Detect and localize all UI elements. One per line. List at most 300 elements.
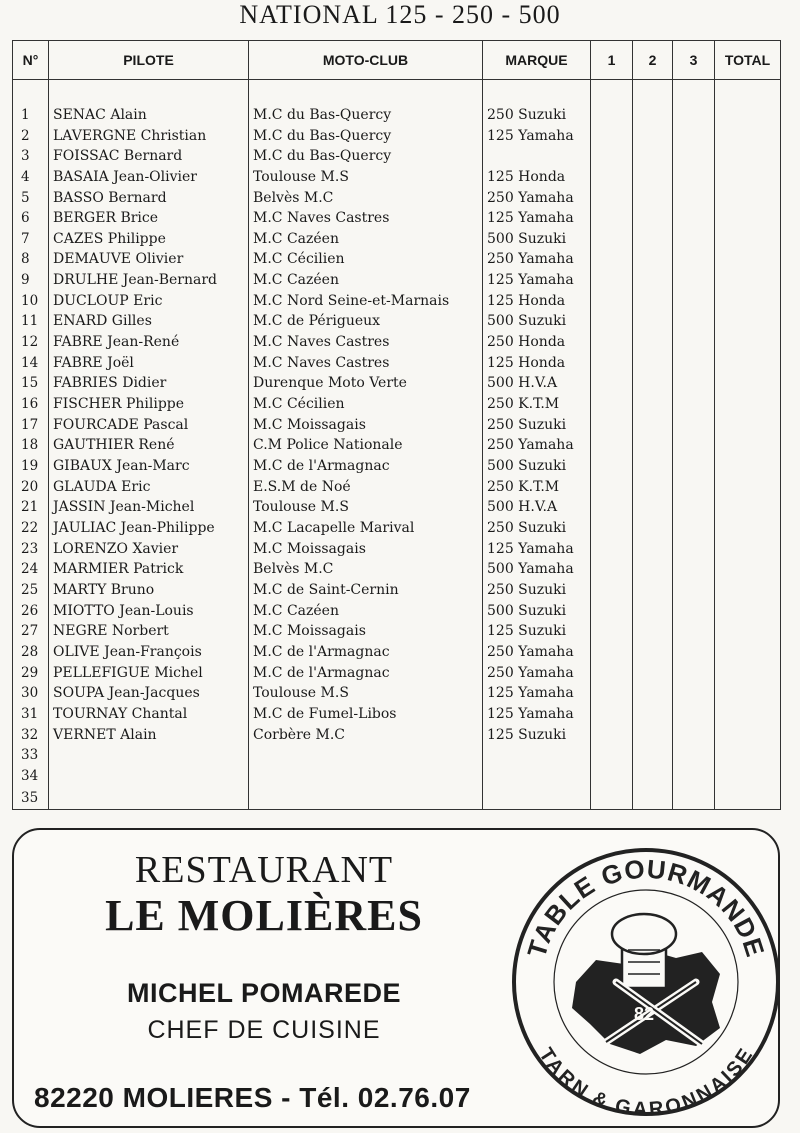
row-run-3 <box>673 621 715 642</box>
row-total <box>715 497 781 518</box>
row-total <box>715 187 781 208</box>
row-num: 15 <box>13 373 49 394</box>
row-moto-club: M.C Cazéen <box>249 270 483 291</box>
row-run-1 <box>591 208 633 229</box>
table-row <box>13 704 781 725</box>
row-run-2 <box>633 456 673 477</box>
row-moto-club: M.C de l'Armagnac <box>249 642 483 663</box>
row-num: 3 <box>13 146 49 167</box>
row-total <box>715 621 781 642</box>
row-total <box>715 146 781 167</box>
row-run-1 <box>591 704 633 725</box>
row-run-2 <box>633 249 673 270</box>
table-row <box>13 766 781 787</box>
row-run-3 <box>673 270 715 291</box>
row-pilote: OLIVE Jean-François <box>49 642 249 663</box>
row-pilote: SOUPA Jean-Jacques <box>49 683 249 704</box>
row-total <box>715 229 781 250</box>
table-row <box>13 125 781 146</box>
row-run-2 <box>633 600 673 621</box>
row-num: 22 <box>13 518 49 539</box>
row-run-1 <box>591 105 633 126</box>
row-run-2 <box>633 683 673 704</box>
row-marque <box>483 766 591 787</box>
row-total <box>715 538 781 559</box>
row-run-1 <box>591 476 633 497</box>
row-marque: 250 Suzuki <box>483 414 591 435</box>
row-moto-club: M.C Naves Castres <box>249 208 483 229</box>
row-num: 7 <box>13 229 49 250</box>
row-num: 26 <box>13 600 49 621</box>
row-marque: 125 Suzuki <box>483 621 591 642</box>
row-run-1 <box>591 621 633 642</box>
seal-bottom-text-path: TARN & GARONNAISE <box>534 1044 758 1121</box>
row-run-2 <box>633 538 673 559</box>
table-row <box>13 518 781 539</box>
row-num: 20 <box>13 476 49 497</box>
row-total <box>715 414 781 435</box>
row-num: 1 <box>13 105 49 126</box>
row-run-3 <box>673 187 715 208</box>
row-run-2 <box>633 352 673 373</box>
row-total <box>715 352 781 373</box>
row-marque: 125 Yamaha <box>483 125 591 146</box>
row-run-3 <box>673 497 715 518</box>
row-marque: 125 Suzuki <box>483 724 591 745</box>
row-total <box>715 270 781 291</box>
row-marque: 250 Yamaha <box>483 662 591 683</box>
row-moto-club: Toulouse M.S <box>249 683 483 704</box>
row-run-3 <box>673 311 715 332</box>
row-num: 28 <box>13 642 49 663</box>
row-marque: 500 Suzuki <box>483 600 591 621</box>
row-moto-club: M.C de Périgueux <box>249 311 483 332</box>
row-run-3 <box>673 125 715 146</box>
row-pilote: MARMIER Patrick <box>49 559 249 580</box>
row-run-2 <box>633 394 673 415</box>
row-run-2 <box>633 105 673 126</box>
row-moto-club: M.C Moissagais <box>249 538 483 559</box>
row-moto-club: M.C Naves Castres <box>249 332 483 353</box>
table-gourmande-seal <box>506 832 786 1128</box>
row-num: 34 <box>13 766 49 787</box>
row-pilote: BASAIA Jean-Olivier <box>49 167 249 188</box>
row-total <box>715 105 781 126</box>
row-run-1 <box>591 600 633 621</box>
row-run-2 <box>633 580 673 601</box>
row-pilote: SENAC Alain <box>49 105 249 126</box>
row-run-2 <box>633 766 673 787</box>
row-total <box>715 642 781 663</box>
row-num: 2 <box>13 125 49 146</box>
row-total <box>715 373 781 394</box>
row-moto-club <box>249 766 483 787</box>
row-moto-club: M.C Cécilien <box>249 249 483 270</box>
row-total <box>715 683 781 704</box>
row-marque: 250 Yamaha <box>483 249 591 270</box>
row-run-2 <box>633 311 673 332</box>
row-marque <box>483 745 591 766</box>
row-run-2 <box>633 125 673 146</box>
row-pilote <box>49 766 249 787</box>
row-run-2 <box>633 662 673 683</box>
row-marque: 125 Yamaha <box>483 538 591 559</box>
header-run-3: 3 <box>673 41 715 80</box>
row-moto-club: E.S.M de Noé <box>249 476 483 497</box>
row-run-2 <box>633 332 673 353</box>
row-pilote: ENARD Gilles <box>49 311 249 332</box>
table-row <box>13 745 781 766</box>
row-marque: 125 Yamaha <box>483 683 591 704</box>
table-row <box>13 229 781 250</box>
row-pilote: MARTY Bruno <box>49 580 249 601</box>
row-num: 35 <box>13 786 49 809</box>
row-moto-club: M.C de l'Armagnac <box>249 662 483 683</box>
row-num: 19 <box>13 456 49 477</box>
row-run-1 <box>591 642 633 663</box>
row-run-1 <box>591 724 633 745</box>
row-pilote: JAULIAC Jean-Philippe <box>49 518 249 539</box>
row-total <box>715 662 781 683</box>
row-total <box>715 559 781 580</box>
row-pilote: CAZES Philippe <box>49 229 249 250</box>
row-pilote: DUCLOUP Eric <box>49 290 249 311</box>
row-moto-club: M.C Moissagais <box>249 621 483 642</box>
row-total <box>715 435 781 456</box>
table-row <box>13 786 781 809</box>
row-run-3 <box>673 704 715 725</box>
row-run-1 <box>591 662 633 683</box>
header-marque: MARQUE <box>483 41 591 80</box>
row-run-2 <box>633 476 673 497</box>
table-row <box>13 538 781 559</box>
row-pilote: GLAUDA Eric <box>49 476 249 497</box>
row-run-1 <box>591 290 633 311</box>
row-moto-club: M.C du Bas-Quercy <box>249 146 483 167</box>
row-marque: 500 Suzuki <box>483 456 591 477</box>
row-num: 33 <box>13 745 49 766</box>
row-moto-club: M.C de Fumel-Libos <box>249 704 483 725</box>
row-pilote: TOURNAY Chantal <box>49 704 249 725</box>
row-run-1 <box>591 518 633 539</box>
row-run-3 <box>673 683 715 704</box>
row-marque: 250 Yamaha <box>483 435 591 456</box>
row-run-3 <box>673 766 715 787</box>
table-header-row <box>13 41 781 80</box>
row-run-3 <box>673 559 715 580</box>
row-total <box>715 580 781 601</box>
row-moto-club: M.C du Bas-Quercy <box>249 125 483 146</box>
seal-top-text-path: TABLE GOURMANDE <box>521 853 771 961</box>
row-marque <box>483 146 591 167</box>
row-run-1 <box>591 249 633 270</box>
row-pilote: LORENZO Xavier <box>49 538 249 559</box>
row-run-3 <box>673 538 715 559</box>
row-total <box>715 704 781 725</box>
row-run-3 <box>673 642 715 663</box>
header-run-2: 2 <box>633 41 673 80</box>
row-pilote: MIOTTO Jean-Louis <box>49 600 249 621</box>
table-row <box>13 167 781 188</box>
row-moto-club: M.C Moissagais <box>249 414 483 435</box>
row-moto-club: M.C Cazéen <box>249 229 483 250</box>
ad-chef-role: CHEF DE CUISINE <box>147 1016 381 1044</box>
row-moto-club <box>249 745 483 766</box>
table-row <box>13 662 781 683</box>
row-run-1 <box>591 270 633 291</box>
table-row <box>13 332 781 353</box>
row-moto-club: M.C de l'Armagnac <box>249 456 483 477</box>
row-run-3 <box>673 373 715 394</box>
row-marque: 125 Honda <box>483 352 591 373</box>
row-moto-club: M.C Naves Castres <box>249 352 483 373</box>
row-num: 21 <box>13 497 49 518</box>
table-row <box>13 187 781 208</box>
row-marque: 250 Yamaha <box>483 187 591 208</box>
row-total <box>715 167 781 188</box>
row-total <box>715 766 781 787</box>
row-marque: 500 Suzuki <box>483 311 591 332</box>
row-run-1 <box>591 414 633 435</box>
row-pilote: FABRE Joël <box>49 352 249 373</box>
row-run-3 <box>673 414 715 435</box>
row-pilote: FISCHER Philippe <box>49 394 249 415</box>
row-marque: 125 Yamaha <box>483 270 591 291</box>
row-marque: 500 H.V.A <box>483 373 591 394</box>
row-run-2 <box>633 187 673 208</box>
row-num: 24 <box>13 559 49 580</box>
table-spacer-row <box>13 80 781 105</box>
row-num: 9 <box>13 270 49 291</box>
table-row <box>13 497 781 518</box>
row-num: 12 <box>13 332 49 353</box>
row-num: 25 <box>13 580 49 601</box>
row-run-2 <box>633 435 673 456</box>
row-run-1 <box>591 167 633 188</box>
row-moto-club: M.C du Bas-Quercy <box>249 105 483 126</box>
table-row <box>13 580 781 601</box>
row-pilote: FABRE Jean-René <box>49 332 249 353</box>
row-run-2 <box>633 208 673 229</box>
row-marque: 250 Suzuki <box>483 518 591 539</box>
row-total <box>715 125 781 146</box>
row-total <box>715 476 781 497</box>
table-row <box>13 146 781 167</box>
row-moto-club: M.C Cazéen <box>249 600 483 621</box>
row-run-2 <box>633 414 673 435</box>
ad-restaurant-name: LE MOLIÈRES <box>105 891 423 940</box>
header-num: N° <box>13 41 49 80</box>
row-run-2 <box>633 373 673 394</box>
row-run-1 <box>591 745 633 766</box>
table-row <box>13 352 781 373</box>
row-marque: 250 Yamaha <box>483 642 591 663</box>
row-moto-club: Belvès M.C <box>249 559 483 580</box>
row-pilote: VERNET Alain <box>49 724 249 745</box>
row-marque: 500 H.V.A <box>483 497 591 518</box>
row-marque: 125 Yamaha <box>483 704 591 725</box>
row-run-1 <box>591 580 633 601</box>
row-run-3 <box>673 352 715 373</box>
row-marque <box>483 786 591 809</box>
row-run-1 <box>591 538 633 559</box>
row-run-1 <box>591 187 633 208</box>
row-pilote: LAVERGNE Christian <box>49 125 249 146</box>
row-marque: 250 Honda <box>483 332 591 353</box>
row-marque: 250 Suzuki <box>483 105 591 126</box>
table-row <box>13 642 781 663</box>
row-pilote: DEMAUVE Olivier <box>49 249 249 270</box>
table-row <box>13 373 781 394</box>
row-moto-club: Corbère M.C <box>249 724 483 745</box>
row-run-2 <box>633 745 673 766</box>
row-run-2 <box>633 497 673 518</box>
row-total <box>715 311 781 332</box>
row-run-1 <box>591 125 633 146</box>
row-run-2 <box>633 270 673 291</box>
row-total <box>715 456 781 477</box>
row-pilote: JASSIN Jean-Michel <box>49 497 249 518</box>
row-num: 18 <box>13 435 49 456</box>
table-row <box>13 270 781 291</box>
table-body <box>13 80 781 810</box>
row-pilote: NEGRE Norbert <box>49 621 249 642</box>
row-run-1 <box>591 394 633 415</box>
table-row <box>13 559 781 580</box>
row-run-3 <box>673 745 715 766</box>
row-total <box>715 290 781 311</box>
row-run-1 <box>591 766 633 787</box>
row-pilote: FOISSAC Bernard <box>49 146 249 167</box>
row-run-3 <box>673 518 715 539</box>
table-row <box>13 683 781 704</box>
restaurant-ad <box>12 828 780 1128</box>
row-pilote: FOURCADE Pascal <box>49 414 249 435</box>
row-marque: 125 Yamaha <box>483 208 591 229</box>
row-total <box>715 745 781 766</box>
row-moto-club: M.C de Saint-Cernin <box>249 580 483 601</box>
row-pilote <box>49 786 249 809</box>
row-num: 32 <box>13 724 49 745</box>
row-run-2 <box>633 518 673 539</box>
row-total <box>715 724 781 745</box>
row-run-3 <box>673 600 715 621</box>
table-row <box>13 249 781 270</box>
row-pilote: DRULHE Jean-Bernard <box>49 270 249 291</box>
row-run-2 <box>633 786 673 809</box>
row-run-1 <box>591 559 633 580</box>
row-num: 16 <box>13 394 49 415</box>
row-pilote: GAUTHIER René <box>49 435 249 456</box>
header-moto-club: MOTO-CLUB <box>249 41 483 80</box>
row-num: 31 <box>13 704 49 725</box>
row-pilote: PELLEFIGUE Michel <box>49 662 249 683</box>
row-moto-club: M.C Lacapelle Marival <box>249 518 483 539</box>
table-row <box>13 414 781 435</box>
row-num: 30 <box>13 683 49 704</box>
table-row <box>13 724 781 745</box>
row-run-3 <box>673 249 715 270</box>
table-row <box>13 394 781 415</box>
row-run-2 <box>633 642 673 663</box>
row-run-1 <box>591 311 633 332</box>
row-moto-club: M.C Cécilien <box>249 394 483 415</box>
row-num: 10 <box>13 290 49 311</box>
row-run-3 <box>673 229 715 250</box>
row-run-1 <box>591 786 633 809</box>
table-row <box>13 208 781 229</box>
row-run-1 <box>591 683 633 704</box>
row-num: 14 <box>13 352 49 373</box>
row-marque: 250 K.T.M <box>483 394 591 415</box>
row-run-1 <box>591 497 633 518</box>
row-run-3 <box>673 456 715 477</box>
table-row <box>13 435 781 456</box>
row-moto-club: C.M Police Nationale <box>249 435 483 456</box>
table-row <box>13 600 781 621</box>
seal-number: 82 <box>634 1004 655 1024</box>
row-moto-club: Durenque Moto Verte <box>249 373 483 394</box>
table-row <box>13 456 781 477</box>
row-total <box>715 249 781 270</box>
row-run-2 <box>633 167 673 188</box>
row-num: 4 <box>13 167 49 188</box>
table-row <box>13 476 781 497</box>
row-run-3 <box>673 662 715 683</box>
row-marque: 250 Suzuki <box>483 580 591 601</box>
row-run-2 <box>633 229 673 250</box>
row-run-3 <box>673 394 715 415</box>
row-total <box>715 332 781 353</box>
row-run-1 <box>591 456 633 477</box>
row-pilote: FABRIES Didier <box>49 373 249 394</box>
row-run-3 <box>673 146 715 167</box>
row-total <box>715 208 781 229</box>
row-run-1 <box>591 229 633 250</box>
row-run-3 <box>673 476 715 497</box>
chef-hat-icon <box>612 914 676 988</box>
row-moto-club: Belvès M.C <box>249 187 483 208</box>
row-run-3 <box>673 208 715 229</box>
row-run-3 <box>673 786 715 809</box>
row-pilote <box>49 745 249 766</box>
row-total <box>715 394 781 415</box>
row-run-3 <box>673 580 715 601</box>
row-run-1 <box>591 352 633 373</box>
row-marque: 500 Suzuki <box>483 229 591 250</box>
table-row <box>13 311 781 332</box>
row-run-1 <box>591 435 633 456</box>
ad-address: 82220 MOLIERES - Tél. 02.76.07 <box>34 1082 471 1113</box>
header-run-1: 1 <box>591 41 633 80</box>
row-moto-club <box>249 786 483 809</box>
row-run-1 <box>591 373 633 394</box>
row-run-1 <box>591 332 633 353</box>
header-pilote: PILOTE <box>49 41 249 80</box>
row-num: 27 <box>13 621 49 642</box>
row-run-3 <box>673 105 715 126</box>
table-row <box>13 621 781 642</box>
row-num: 8 <box>13 249 49 270</box>
row-run-2 <box>633 621 673 642</box>
row-moto-club: M.C Nord Seine-et-Marnais <box>249 290 483 311</box>
row-pilote: BASSO Bernard <box>49 187 249 208</box>
row-run-2 <box>633 704 673 725</box>
row-marque: 500 Yamaha <box>483 559 591 580</box>
row-num: 11 <box>13 311 49 332</box>
row-moto-club: Toulouse M.S <box>249 167 483 188</box>
row-run-2 <box>633 146 673 167</box>
